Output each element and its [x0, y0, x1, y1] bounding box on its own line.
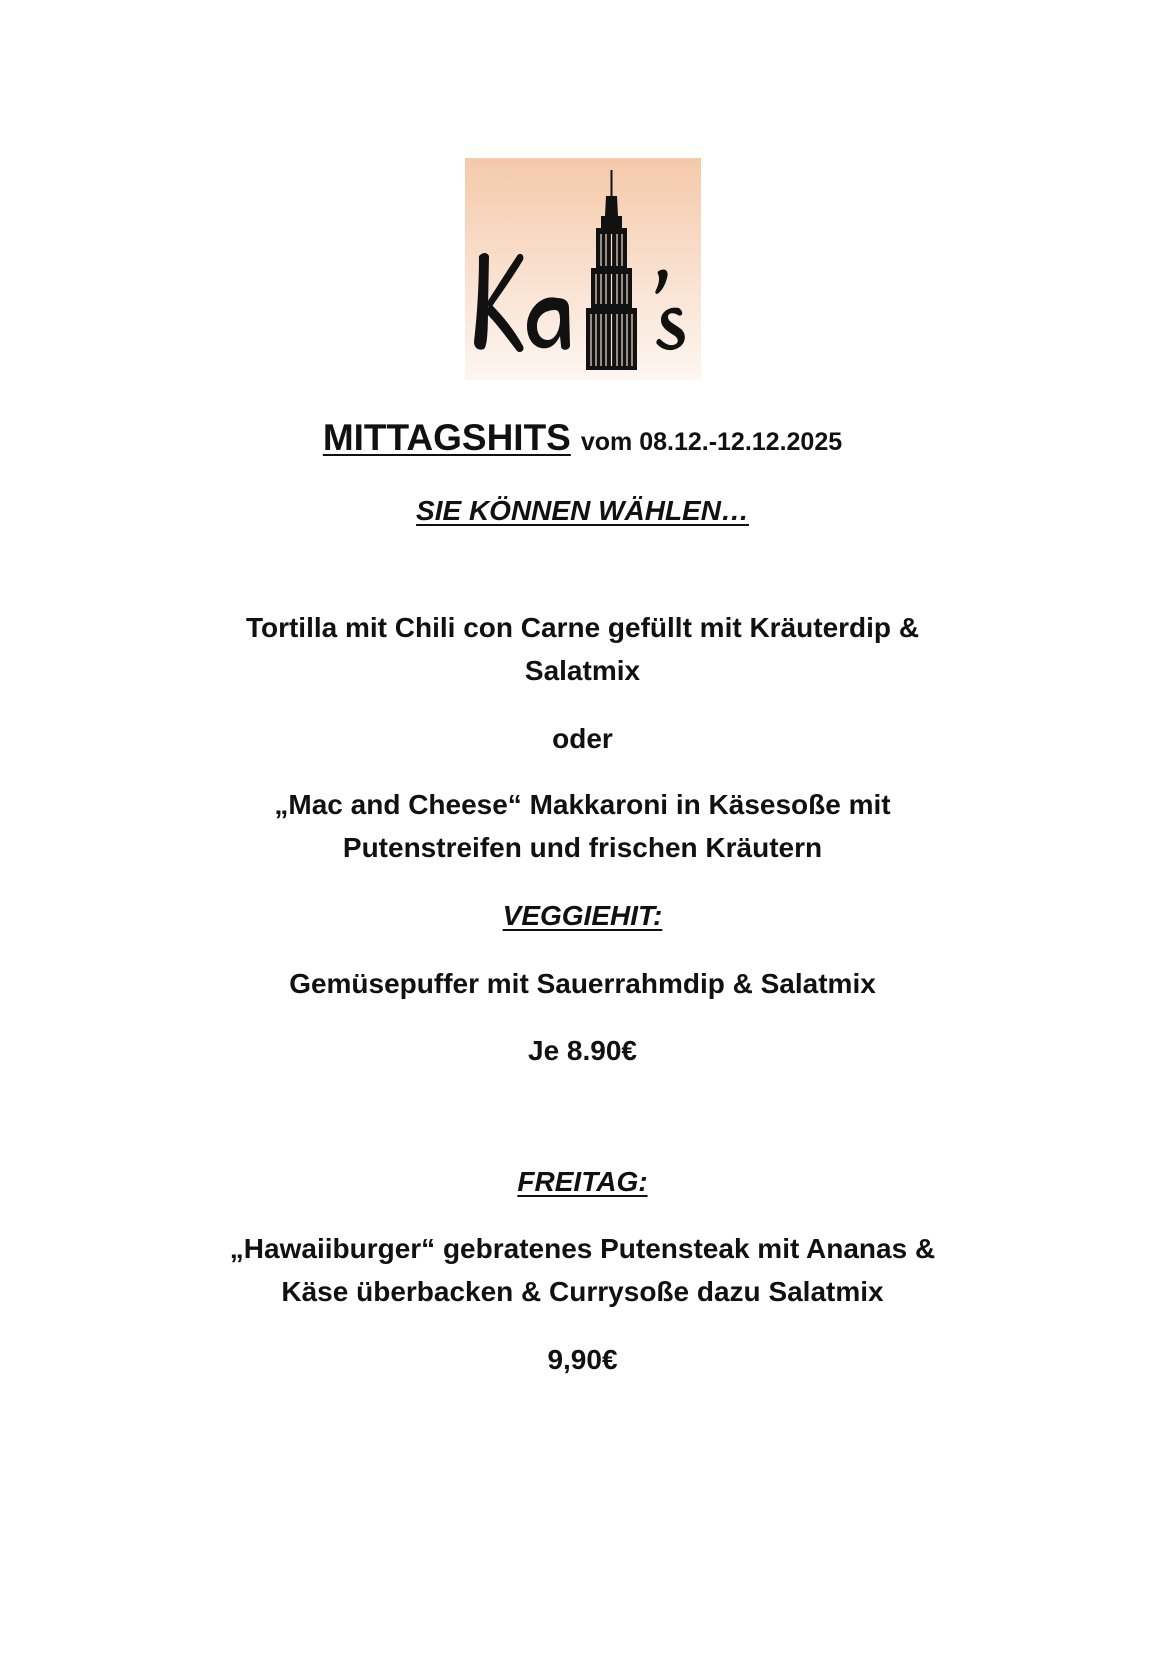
dish-2-line-2: Putenstreifen und frischen Kräutern	[342, 832, 823, 863]
dish-1-line-2: Salatmix	[524, 655, 641, 686]
price-each: Je 8.90€	[528, 1035, 637, 1066]
separator-oder: oder	[552, 723, 613, 754]
friday-dish-line-1: „Hawaiiburger“ gebratenes Putensteak mit Ananas &	[229, 1233, 936, 1264]
friday-heading: FREITAG:	[517, 1166, 648, 1197]
dish-1-line-1: Tortilla mit Chili con Carne gefüllt mit Kräuterdip &	[245, 612, 920, 643]
menu-header	[0, 410, 1165, 466]
veggie-dish: Gemüsepuffer mit Sauerrahmdip & Salatmix	[289, 968, 876, 999]
veggie-heading: VEGGIEHIT:	[502, 900, 663, 931]
choice-heading: SIE KÖNNEN WÄHLEN…	[416, 495, 749, 526]
dish-2-line-1: „Mac and Cheese“ Makkaroni in Käsesoße mit	[274, 789, 891, 820]
date-range: vom 08.12.-12.12.2025	[580, 428, 843, 456]
restaurant-logo	[465, 158, 701, 380]
page-title: MITTAGSHITS	[322, 417, 571, 458]
friday-dish-line-2: Käse überbacken & Currysoße dazu Salatmix	[281, 1276, 884, 1307]
friday-price: 9,90€	[547, 1344, 618, 1375]
